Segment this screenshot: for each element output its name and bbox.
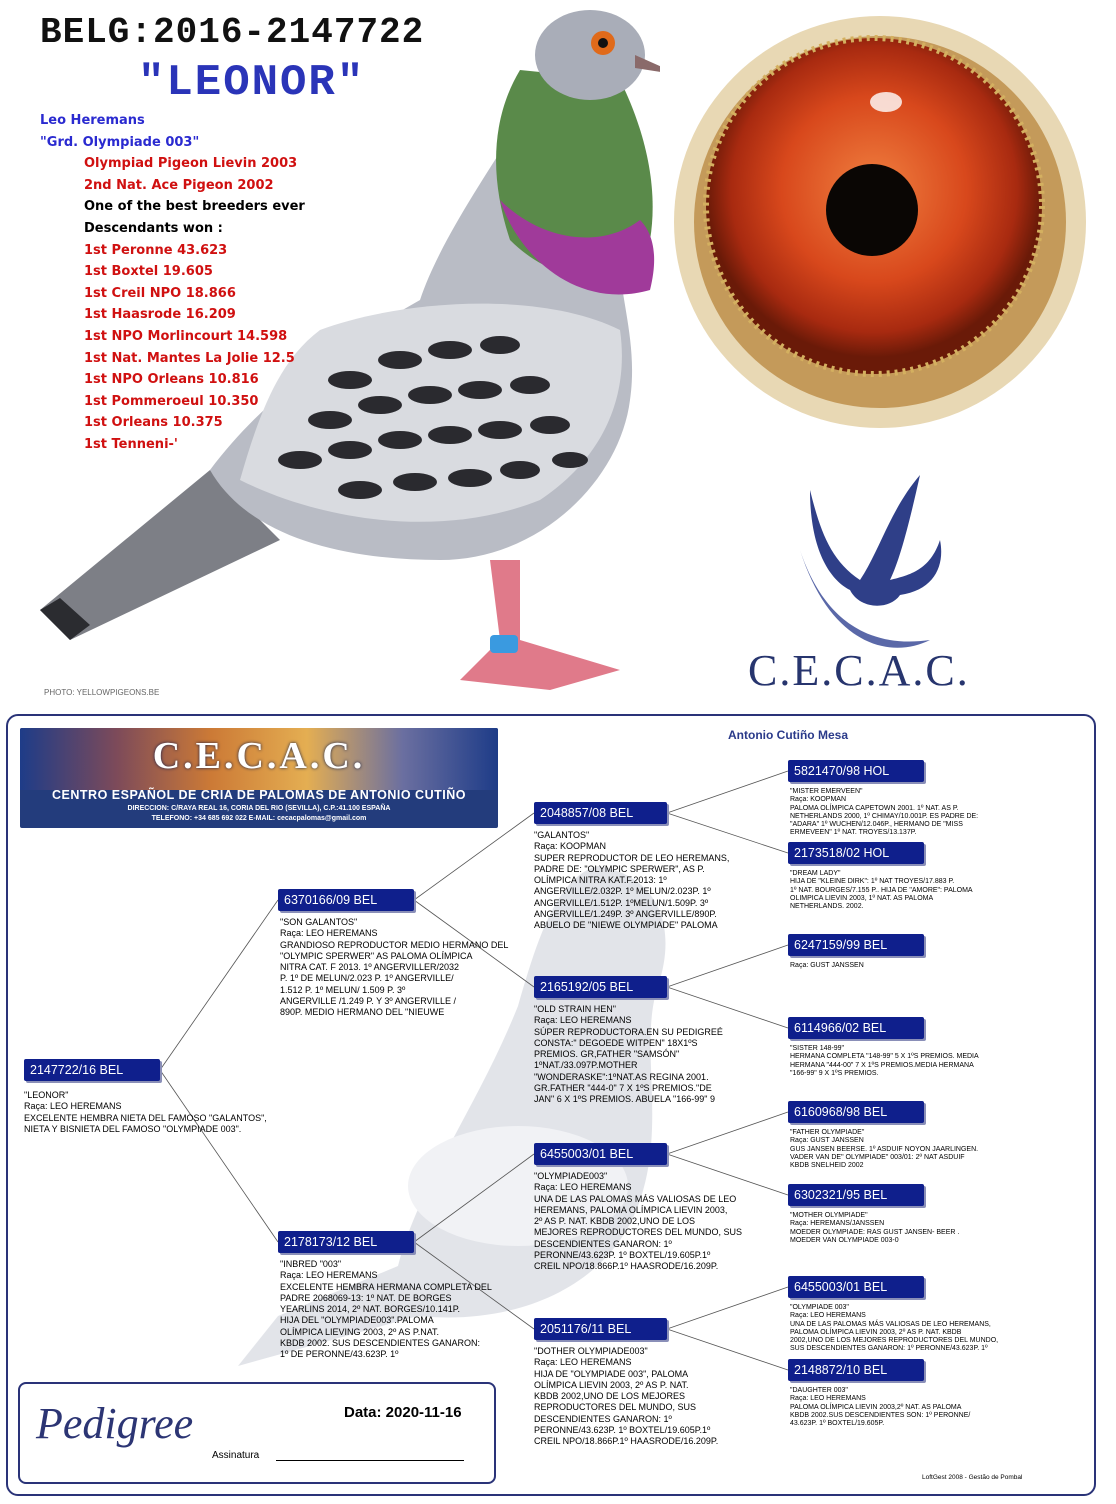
info-line: CONSTA:" DEGOEDE WITPEN" 18X1ºS [534,1037,698,1048]
info-line: ANGERVILLE/1.512P. 1ºMELUN/1.509P. 3º [534,897,709,908]
info-line: Raça: LEO HEREMANS [280,928,378,939]
achievement-line: 1st Tenneni-' [84,436,178,452]
info-line: ANGERVILLE/1.249P. 3º ANGERVILLE/890P. [534,909,717,920]
info-line: OLIMPICA LIEVIN 2003, 1º NAT. AS PALOMA [790,894,934,902]
sdd-ring-tag: 6114966/02 BEL [788,1017,924,1039]
info-line: EXCELENTE HEMBRA HERMANA COMPLETA DEL [280,1281,492,1292]
sds-ring-tag: 6247159/99 BEL [788,934,924,956]
info-line: "DOTHER OLYMPIADE003" [534,1346,648,1356]
info-line: PALOMA OLÍMPICA CAPETOWN 2001. 1º NAT. AS P. [790,804,959,812]
info-line: "DREAM LADY" [790,870,841,877]
info-line: DESCENDIENTES GANARON: 1º [534,1238,672,1249]
info-line: HERMANA "444-00" 7 X 1ºS PREMIOS.MEDIA HERMANA [790,1061,974,1069]
info-line: CREIL NPO/18.866P.1º HAASRODE/16.209P. [534,1436,719,1447]
software-footer: LoftGest 2008 - Gestão de Pombal [922,1474,1023,1481]
info-line: JAN" 6 X 1ºS PREMIOS. ABUELA "166-99" 9 [534,1094,715,1105]
pigeon-eye-photo [668,10,1092,434]
info-line: Raça: KOOPMAN [534,841,607,852]
info-line: MOEDER VAN OLYMPIADE 003-0 [790,1236,899,1244]
achievement-line: "Grd. Olympiade 003" [40,134,200,150]
info-line: P. 1º DE MELUN/2.023 P. 1º ANGERVILLE/ [280,973,454,984]
info-line: OLÍMPICA LIEVING 2003, 2º AS P.NAT. [280,1326,440,1337]
dsd-info [790,1212,959,1245]
info-line: NITRA CAT. F 2013. 1º ANGERVILLER/2032 [280,962,460,973]
info-line: NETHERLANDS. 2002. [790,903,864,911]
sss-info [790,788,978,838]
info-line: ABUELO DE "NIEWE OLYMPIADE" PALOMA [534,920,718,931]
info-line: Raça: LEO HEREMANS [534,1357,632,1368]
achievement-line: 1st Creil NPO 18.866 [84,285,236,301]
banner-address: DIRECCION: C/RAYA REAL 16, CORIA DEL RIO (SEVILLA), C.P.:41.100 ESPAÑA [127,805,391,812]
info-line: HIJA DEL "OLYMPIADE003".PALOMA [280,1315,434,1326]
info-line: UNA DE LAS PALOMAS MÁS VALIOSAS DE LEO HEREMANS, [790,1320,991,1328]
info-line: PADRE DE: "OLYMPIC SPERWER", AS P. [534,863,705,874]
sss-ring-tag: 5821470/98 HOL [788,760,924,782]
info-line: SÚPER REPRODUCTORA.EN SU PEDIGREÉ [534,1026,723,1037]
info-line: HEREMANS, PALOMA OLÍMPICA LIEVIN 2003, [534,1204,728,1215]
info-line: Raça: LEO HEREMANS [534,1182,632,1193]
info-line: 1º DE PERONNE/43.623P. 1º [280,1349,399,1360]
info-line: GRANDIOSO REPRODUCTOR MEDIO HERMANO DEL [280,939,509,950]
info-line: PERONNE/43.623P. 1º BOXTEL/19.605P.1º [534,1250,711,1261]
bird-name-title: "LEONOR" [138,58,366,108]
info-line: MOEDER OLYMPIADE: RAS GUST JANSEN- BEER . [790,1228,960,1236]
info-line: Raça: LEO HEREMANS [24,1101,122,1112]
sds-info [790,962,864,970]
dss-ring-tag: 6160968/98 BEL [788,1101,924,1123]
achievement-line: Olympiad Pigeon Lievin 2003 [84,156,298,172]
sire-dam-ring-tag: 2165192/05 BEL [534,976,667,998]
owner-name: Antonio Cutiño Mesa [728,728,848,742]
info-line: KBDB 2002,UNO DE LOS MEJORES [534,1391,686,1402]
sire-ring-tag: 6370166/09 BEL [278,889,414,911]
info-line: Raça: LEO HEREMANS [280,1270,378,1281]
info-line: HIJA DE "KLEINE DIRK": 1º NAT TROYES/17.883 P. [790,878,955,886]
info-line: EXCELENTE HEMBRA NIETA DEL FAMOSO "GALANTOS", [24,1112,267,1123]
achievement-line: 1st NPO Morlincourt 14.598 [84,328,288,344]
sire-info [280,917,508,1019]
info-line: Raça: LEO HEREMANS [790,1395,866,1403]
info-line: "OLYMPIADE 003" [790,1304,849,1311]
info-line: "OLD STRAIN HEN" [534,1004,616,1014]
info-line: ANGERVILLE /1.249 P. Y 3º ANGERVILLE / [280,996,457,1007]
info-line: OLÍMPICA LIEVIN 2003, 2º AS P. NAT. [534,1379,689,1390]
info-line: 1.512 P. 1º MELUN/ 1.509 P. 3º [280,984,406,995]
info-line: Raça: LEO HEREMANS [534,1015,632,1026]
info-line: YEARLINS 2014, 2º NAT. BORGES/10.141P. [280,1304,461,1315]
signature-line [276,1460,464,1461]
subject-ring-tag: 2147722/16 BEL [24,1059,160,1081]
info-line: "MISTER EMERVEEN" [790,788,863,795]
dam-info [280,1259,492,1361]
info-line: PREMIOS. GR,FATHER "SAMSÓN" [534,1049,680,1060]
pedigree-date: Data: 2020-11-16 [344,1404,462,1421]
info-line: 2002,UNO DE LOS MEJORES REPRODUCTORES DEL MUNDO, [790,1337,999,1345]
info-line: KBDB SNELHEID 2002 [790,1162,864,1170]
info-line: DESCENDIENTES GANARON: 1º [534,1413,672,1424]
ssd-ring-tag: 2173518/02 HOL [788,842,924,864]
banner-contact: TELEFONO: +34 685 692 022 E-MAIL: cecacpalomas@gmail.com [151,815,367,822]
ring-number-title: BELG:2016-2147722 [40,12,425,53]
photo-credit: PHOTO: YELLOWPIGEONS.BE [44,688,160,697]
info-line: PERONNE/43.623P. 1º BOXTEL/19.605P.1º [534,1425,711,1436]
info-line: "SON GALANTOS" [280,917,358,927]
info-line: MEJORES REPRODUCTORES DEL MUNDO, SUS [534,1227,743,1238]
info-line: GR.FATHER "444-0" 7 X 1ºS PREMIOS."DE [534,1083,712,1094]
achievement-line: 1st Boxtel 19.605 [84,264,213,280]
pedigree-script-title: Pedigree [36,1399,194,1448]
achievement-line: 1st Peronne 43.623 [84,242,228,258]
info-line: PALOMA OLÍMPICA LIEVIN 2003, 2º AS P. NAT. KBDB [790,1328,962,1336]
info-line: GUS JANSEN BEERSE. 1º ASDUIF NOYON JAARLINGEN. [790,1145,979,1153]
info-line: KBDB 2002. SUS DESCENDIENTES GANARON: [280,1338,481,1349]
dds-info [790,1304,998,1354]
info-line: VADER VAN DE" OLYMPIADE" 003/01: 2º NAT ASDUIF [790,1153,965,1161]
dds-ring-tag: 6455003/01 BEL [788,1276,924,1298]
achievements-list [40,110,340,456]
info-line: Raça: GUST JANSSEN [790,1137,864,1145]
dam-ring-tag: 2178173/12 BEL [278,1231,414,1253]
info-line: CREIL NPO/18.866P.1º HAASRODE/16.209P. [534,1261,719,1272]
info-line: PADRE 2068069-13: 1º NAT. DE BORGES [280,1292,452,1303]
info-line: "LEONOR" [24,1090,69,1100]
info-line: "OLYMPIADE003" [534,1171,608,1181]
info-line: NIETA Y BISNIETA DEL FAMOSO "OLYMPIADE 003". [24,1123,242,1134]
ddd-ring-tag: 2148872/10 BEL [788,1359,924,1381]
achievement-line: Descendants won : [84,220,223,236]
info-line: "DAUGHTER 003" [790,1387,848,1394]
info-line: "OLYMPIC SPERWER" AS PALOMA OLÍMPICA [280,950,473,961]
achievement-line: Leo Heremans [40,113,145,128]
info-line: "INBRED "003" [280,1259,342,1269]
achievement-line: One of the best breeders ever [84,199,305,215]
info-line: Raça: LEO HEREMANS [790,1312,866,1320]
info-line: SUS DESCENDIENTES GANARON: 1º PERONNE/43.623P. 1º [790,1345,988,1353]
info-line: HERMANA COMPLETA "148-99" 5 X 1ºS PREMIOS. MEDIA [790,1053,979,1061]
info-line: NETHERLANDS 2000, 1º CHIMAY/10.001P. ES PADRE DE: [790,812,979,820]
dam-sire-ring-tag: 6455003/01 BEL [534,1143,667,1165]
ssd-info [790,870,973,911]
info-line: Raça: GUST JANSSEN [790,962,864,969]
info-line: OLÍMPICA NITRA KAT.F.2013: 1º [534,875,667,886]
achievement-line: 1st Pommeroeul 10.350 [84,393,259,409]
dss-info [790,1129,978,1170]
sire-sire-info [534,830,729,932]
info-line: HIJA DE "OLYMPIADE 003", PALOMA [534,1368,689,1379]
banner-logo-text: C.E.C.A.C. [152,735,366,777]
info-line: 1º NAT. BOURGES/7.155 P.. HIJA DE "AMORE": PALOMA [790,886,973,894]
achievement-line: 1st NPO Orleans 10.816 [84,372,259,388]
info-line: "GALANTOS" [534,830,590,840]
info-line: Raça: HEREMANS/JANSSEN [790,1220,885,1228]
sire-dam-info [534,1004,723,1106]
info-line: "SISTER 148-99" [790,1045,844,1052]
dam-dam-info [534,1346,718,1448]
info-line: ERMEVEEN" 1º NAT. TROYES/13.137P. [790,829,917,837]
signature-label: Assinatura [212,1450,260,1461]
info-line: "FATHER OLYMPIADE" [790,1129,865,1136]
dsd-ring-tag: 6302321/95 BEL [788,1184,924,1206]
info-line: 43.623P. 1º BOXTEL/19.605P. [790,1420,885,1428]
info-line: REPRODUCTORES DEL MUNDO, SUS [534,1402,697,1413]
achievement-line: 1st Nat. Mantes La Jolie 12.5 [84,350,295,366]
achievement-line: 1st Haasrode 16.209 [84,307,236,323]
info-line: 890P. MEDIO HERMANO DEL "NIEUWE [280,1007,445,1018]
info-line: "WONDERASKE":1ºNAT.AS REGINA 2001. [534,1071,709,1082]
info-line: 2º AS P. NAT. KBDB 2002,UNO DE LOS [534,1216,696,1227]
info-line: KBDB 2002.SUS DESCENDIENTES SON: 1º PERONNE/ [790,1411,971,1419]
ddd-info [790,1387,970,1428]
signature-box [18,1382,496,1484]
cecac-logo-text: C.E.C.A.C. [748,646,970,695]
info-line: PALOMA OLÍMPICA LIEVIN 2003,2º NAT. AS PALOMA [790,1403,962,1411]
info-line: 1ºNAT./33.097P.MOTHER [534,1060,638,1071]
dam-sire-info [534,1171,742,1273]
banner-subtitle: CENTRO ESPAÑOL DE CRIA DE PALOMAS DE ANTONIO CUTIÑO [52,788,466,802]
info-line: SUPER REPRODUCTOR DE LEO HEREMANS, [534,852,730,863]
sdd-info [790,1045,979,1078]
achievement-line: 1st Orleans 10.375 [84,415,223,431]
info-line: ANGERVILLE/2.032P. 1º MELUN/2.023P. 1º [534,886,711,897]
info-line: "ADARA" 1º WUCHEN/12.046P., HERMANO DE "MISS [790,821,963,829]
info-line: "MOTHER OLYMPIADE" [790,1212,868,1219]
subject-info [24,1090,267,1135]
info-line: UNA DE LAS PALOMAS MÁS VALIOSAS DE LEO [534,1193,737,1204]
info-line: "166-99" 9 X 1ºS PREMIOS. [790,1069,879,1077]
pedigree-chart [6,714,1096,1496]
sire-sire-ring-tag: 2048857/08 BEL [534,802,667,824]
info-line: Raça: KOOPMAN [790,796,847,804]
dam-dam-ring-tag: 2051176/11 BEL [534,1318,667,1340]
achievement-line: 2nd Nat. Ace Pigeon 2002 [84,177,274,193]
